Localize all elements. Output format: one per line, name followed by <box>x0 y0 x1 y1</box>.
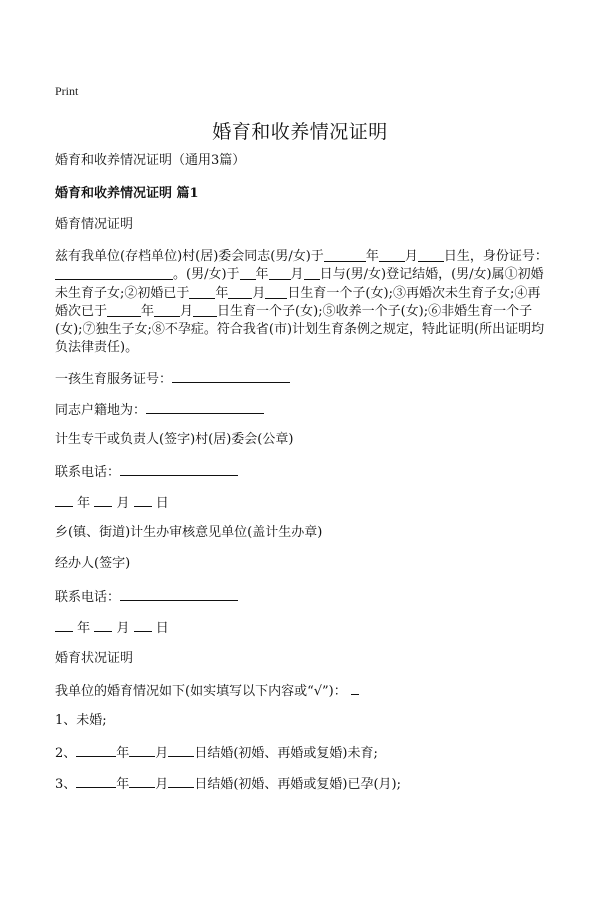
day-label: 日 <box>155 496 169 511</box>
blank-line <box>324 248 366 262</box>
day-field[interactable] <box>168 744 194 757</box>
list-item-3 <box>55 775 401 793</box>
para-text: 年 <box>215 285 229 301</box>
month-label: 月 <box>155 746 169 761</box>
item-prefix: 2、 <box>55 746 77 761</box>
blank-line <box>154 303 180 317</box>
day-field[interactable] <box>134 619 152 632</box>
blank-line <box>240 266 256 280</box>
para-text: 日生育一个子(女);③再婚次未生育子女;④再婚次已于 <box>55 285 541 319</box>
township-review: 乡(镇、街道)计生办审核意见单位(盖计生办章) <box>55 525 323 540</box>
section2-intro: 我单位的婚育情况如下(如实填写以下内容或“√”)： <box>55 684 347 699</box>
para-text: 月 <box>252 285 266 301</box>
day-field[interactable] <box>168 775 194 788</box>
blank-line <box>55 266 173 280</box>
month-label: 月 <box>155 777 169 792</box>
para-text: 月 <box>404 249 418 264</box>
list-item-1: 1、未婚; <box>55 713 107 728</box>
year-field[interactable] <box>76 775 116 788</box>
para-text: 月 <box>180 303 194 319</box>
date-row-2 <box>55 619 169 637</box>
item-prefix: 3、 <box>55 777 77 792</box>
phone-label: 联系电话： <box>55 465 121 480</box>
para-text: 日生育一个子(女);⑤收养一个子(女);⑥非婚生育一个子(女);⑦独生子女;⑧不孕症。符合我省(市)计划生育条例之规定，特此证明(所出证明均负法律责任)。 <box>55 303 545 356</box>
family-planning-sign: 计生专干或负责人(签字)村(居)委会(公章) <box>55 432 294 447</box>
blank-line <box>265 285 287 299</box>
year-field[interactable] <box>55 619 73 632</box>
year-label: 年 <box>116 746 130 761</box>
phone-label: 联系电话： <box>55 590 121 605</box>
section-title-marriage-cert: 婚育情况证明 <box>55 217 134 232</box>
month-field[interactable] <box>129 775 155 788</box>
phone-field[interactable] <box>120 588 238 601</box>
para-text: 年 <box>141 303 155 319</box>
year-field[interactable] <box>55 494 73 507</box>
one-child-cert-row <box>55 370 290 388</box>
day-label: 日 <box>155 621 169 636</box>
para-text: 日与(男/女)登记结婚，(男/女)属①初婚未生育子女;②初婚已于 <box>55 267 544 301</box>
month-field[interactable] <box>94 619 112 632</box>
month-label: 月 <box>116 621 130 636</box>
year-label: 年 <box>77 621 91 636</box>
month-field[interactable] <box>94 494 112 507</box>
handler-sign: 经办人(签字) <box>55 556 131 571</box>
year-label: 年 <box>116 777 130 792</box>
blank-line <box>228 285 252 299</box>
household-field[interactable] <box>146 401 264 414</box>
para-text: 日生，身份证号： <box>443 249 548 264</box>
blank-line <box>269 266 291 280</box>
household-row <box>55 401 264 419</box>
item-suffix: 日结婚(初婚、再婚或复婚)未育; <box>194 746 378 761</box>
document-subtitle: 婚育和收养情况证明（通用3篇） <box>55 153 246 168</box>
blank-line <box>304 266 320 280</box>
para-text: 。(男/女)于 <box>173 267 240 283</box>
year-label: 年 <box>77 496 91 511</box>
one-child-cert-label: 一孩生育服务证号： <box>55 372 173 387</box>
certificate-paragraph <box>55 248 552 358</box>
one-child-cert-field[interactable] <box>172 370 290 383</box>
article-heading: 婚育和收养情况证明 篇1 <box>55 186 199 201</box>
print-link[interactable]: Print <box>55 84 79 98</box>
para-text: 年 <box>255 267 269 283</box>
blank-line <box>379 248 405 262</box>
phone-field[interactable] <box>120 463 238 476</box>
phone-row-2 <box>55 588 238 606</box>
list-item-2 <box>55 744 378 762</box>
section2-intro-row <box>55 682 359 700</box>
year-field[interactable] <box>76 744 116 757</box>
day-field[interactable] <box>134 494 152 507</box>
month-label: 月 <box>116 496 130 511</box>
household-label: 同志户籍地为： <box>55 403 147 418</box>
date-row-1 <box>55 494 169 512</box>
para-text: 月 <box>290 267 304 283</box>
month-field[interactable] <box>129 744 155 757</box>
blank-line <box>418 248 444 262</box>
para-text: 年 <box>365 249 379 264</box>
blank-line <box>107 303 141 317</box>
item-suffix: 日结婚(初婚、再婚或复婚)已孕(月); <box>194 777 401 792</box>
intro-blank-field[interactable] <box>351 682 359 695</box>
section-title-marital-status: 婚育状况证明 <box>55 651 134 666</box>
blank-line <box>193 303 217 317</box>
blank-line <box>189 285 215 299</box>
page-title: 婚育和收养情况证明 <box>212 121 388 143</box>
para-text: 兹有我单位(存档单位)村(居)委会同志(男/女)于 <box>55 249 324 264</box>
phone-row-1 <box>55 463 238 481</box>
